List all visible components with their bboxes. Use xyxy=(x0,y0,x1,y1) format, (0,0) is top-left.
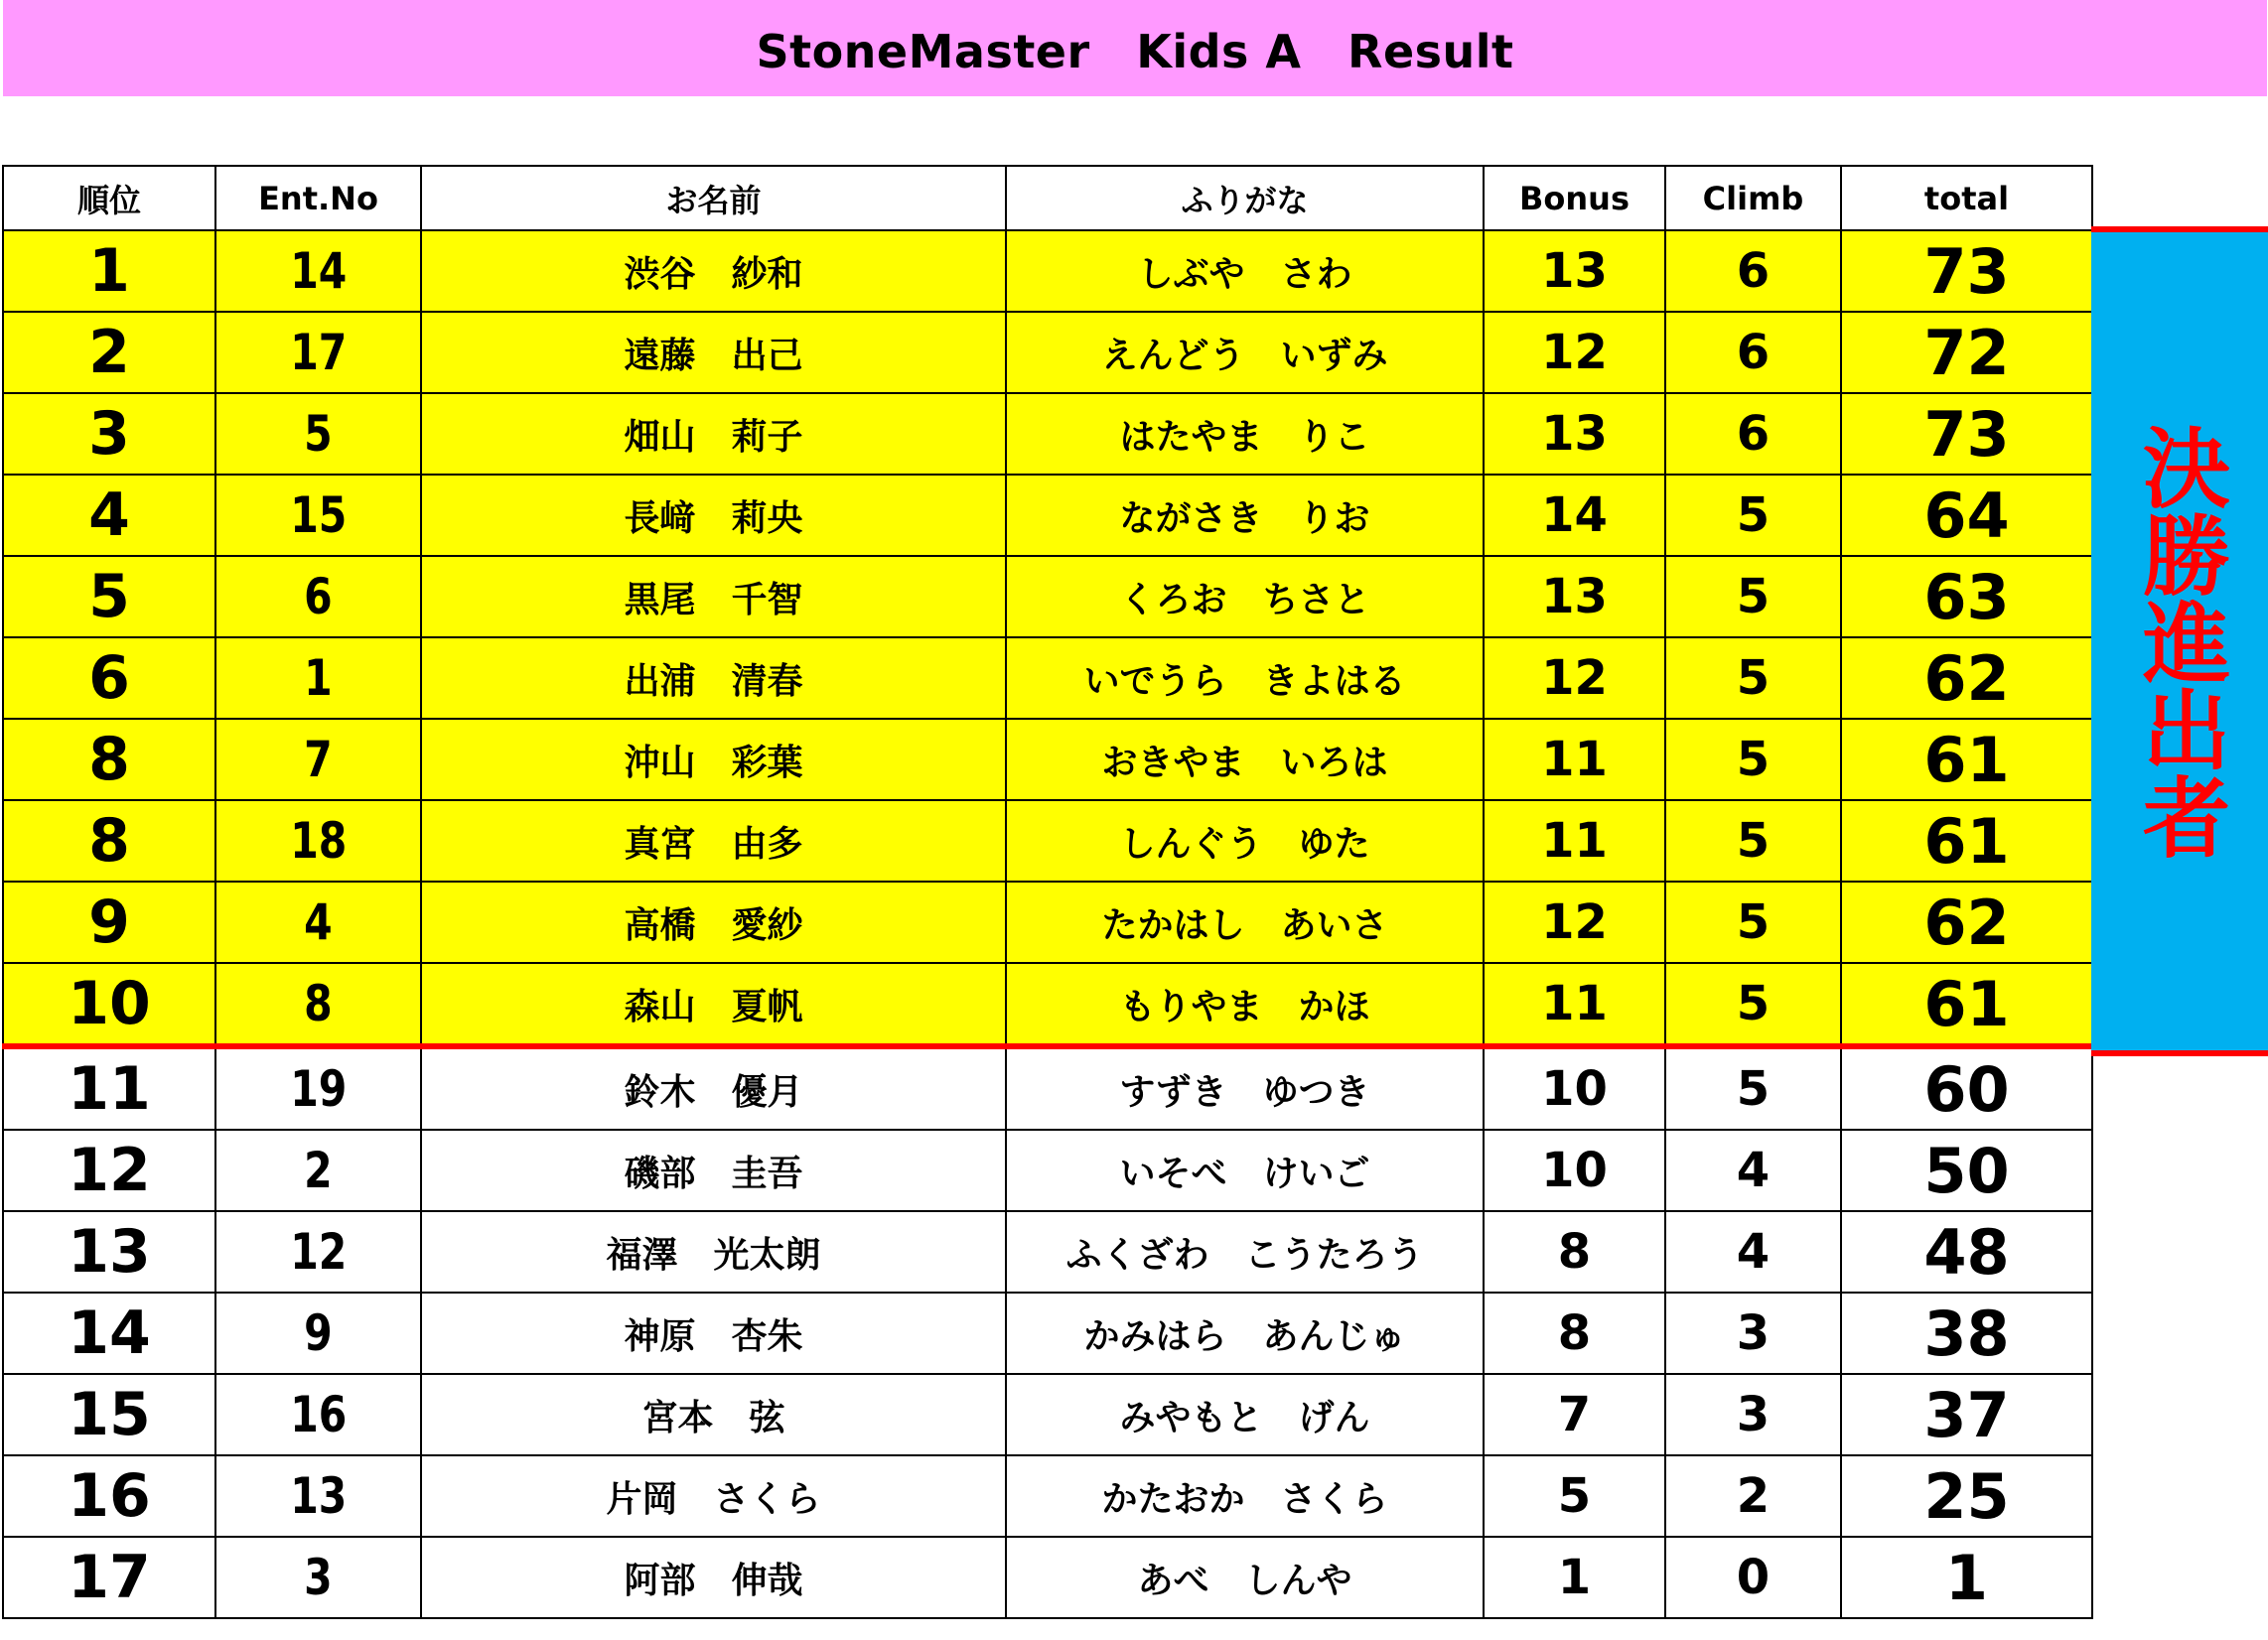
cell-bonus-value: 12 xyxy=(1541,650,1608,706)
cell-bonus-value: 1 xyxy=(1557,1550,1592,1605)
cell-furigana xyxy=(1006,1537,1484,1618)
cell-bonus xyxy=(1484,800,1665,882)
cell-bonus-value: 13 xyxy=(1541,406,1608,462)
cell-furigana xyxy=(1006,393,1484,475)
table-row xyxy=(3,800,2092,882)
cell-bonus-value: 7 xyxy=(1557,1387,1592,1442)
cell-climb-value: 5 xyxy=(1736,976,1771,1031)
cell-climb xyxy=(1665,556,1841,637)
table-row xyxy=(3,719,2092,800)
cell-climb-value: 2 xyxy=(1736,1468,1771,1524)
cell-ent-no xyxy=(215,1293,421,1374)
cell-rank-value: 3 xyxy=(88,399,130,469)
cell-climb xyxy=(1665,800,1841,882)
cell-name-value: 高橋 愛紗 xyxy=(624,904,803,946)
cell-total xyxy=(1841,230,2092,312)
header-furigana: ふりがな xyxy=(1006,166,1484,230)
cell-ent-no-value: 1 xyxy=(304,649,333,707)
cell-total xyxy=(1841,556,2092,637)
cell-name xyxy=(421,1374,1006,1455)
cell-total-value: 73 xyxy=(1923,397,2010,471)
cell-total xyxy=(1841,1130,2092,1211)
cell-name xyxy=(421,882,1006,963)
cell-name-value: 渋谷 紗和 xyxy=(624,253,803,295)
cell-furigana xyxy=(1006,1211,1484,1293)
cell-bonus-value: 11 xyxy=(1541,813,1608,869)
cell-rank xyxy=(3,312,215,393)
cell-name-value: 福澤 光太朗 xyxy=(606,1234,821,1276)
cell-total-value: 38 xyxy=(1923,1297,2010,1370)
cell-total xyxy=(1841,1455,2092,1537)
cell-name-value: 黒尾 千智 xyxy=(624,579,803,620)
cell-climb-value: 5 xyxy=(1736,650,1771,706)
cell-total xyxy=(1841,882,2092,963)
cell-ent-no-value: 13 xyxy=(289,1467,348,1525)
cell-furigana xyxy=(1006,475,1484,556)
cell-furigana xyxy=(1006,556,1484,637)
cell-name-value: 宮本 弦 xyxy=(641,1397,785,1438)
cell-name-value: 片岡 さくら xyxy=(606,1478,821,1520)
cell-climb-value: 4 xyxy=(1736,1143,1771,1198)
cell-furigana xyxy=(1006,1374,1484,1455)
table-row xyxy=(3,1293,2092,1374)
cell-ent-no-value: 2 xyxy=(304,1142,333,1199)
table-row xyxy=(3,1046,2092,1130)
cell-name-value: 沖山 彩葉 xyxy=(624,742,803,783)
cell-total-value: 61 xyxy=(1923,804,2010,878)
cell-furigana-value: すずき ゆつき xyxy=(1119,1071,1370,1113)
cell-bonus xyxy=(1484,1046,1665,1130)
cell-bonus xyxy=(1484,1537,1665,1618)
cell-rank-value: 10 xyxy=(68,969,151,1038)
cell-furigana xyxy=(1006,1455,1484,1537)
cell-ent-no-value: 12 xyxy=(289,1223,348,1281)
table-row xyxy=(3,393,2092,475)
header-bonus: Bonus xyxy=(1484,166,1665,230)
cell-name xyxy=(421,1455,1006,1537)
cell-rank-value: 2 xyxy=(88,318,130,387)
cell-name xyxy=(421,393,1006,475)
cell-ent-no xyxy=(215,1374,421,1455)
cell-rank-value: 1 xyxy=(88,236,130,306)
cell-total xyxy=(1841,1374,2092,1455)
cell-rank xyxy=(3,719,215,800)
cell-furigana-value: もりやま かほ xyxy=(1119,986,1370,1027)
cell-name-value: 畑山 莉子 xyxy=(624,416,803,458)
table-row xyxy=(3,637,2092,719)
cell-rank xyxy=(3,1130,215,1211)
cell-bonus xyxy=(1484,475,1665,556)
cell-ent-no xyxy=(215,637,421,719)
cell-name xyxy=(421,312,1006,393)
cell-bonus xyxy=(1484,882,1665,963)
cell-name xyxy=(421,1046,1006,1130)
cell-bonus xyxy=(1484,1130,1665,1211)
cell-climb xyxy=(1665,1455,1841,1537)
cell-name-value: 長﨑 莉央 xyxy=(624,497,803,539)
cell-rank-value: 8 xyxy=(88,725,130,794)
cell-climb xyxy=(1665,1537,1841,1618)
cell-climb-value: 3 xyxy=(1736,1387,1771,1442)
cell-name xyxy=(421,1211,1006,1293)
cell-rank xyxy=(3,230,215,312)
cell-total-value: 64 xyxy=(1923,478,2010,552)
cell-rank xyxy=(3,1046,215,1130)
cell-bonus-value: 14 xyxy=(1541,487,1608,543)
cell-climb-value: 6 xyxy=(1736,406,1771,462)
cell-total-value: 25 xyxy=(1923,1459,2010,1533)
table-row xyxy=(3,475,2092,556)
cell-furigana xyxy=(1006,719,1484,800)
cell-bonus-value: 10 xyxy=(1541,1061,1608,1117)
header-name: お名前 xyxy=(421,166,1006,230)
cell-bonus xyxy=(1484,312,1665,393)
cell-ent-no xyxy=(215,882,421,963)
cell-climb-value: 5 xyxy=(1736,894,1771,950)
cell-bonus-value: 8 xyxy=(1557,1224,1592,1280)
cell-climb-value: 5 xyxy=(1736,569,1771,624)
cell-name-value: 出浦 清春 xyxy=(624,660,803,702)
cell-climb xyxy=(1665,230,1841,312)
cell-rank-value: 11 xyxy=(68,1054,151,1124)
cell-ent-no xyxy=(215,1455,421,1537)
cell-ent-no-value: 5 xyxy=(304,405,333,463)
table-row xyxy=(3,312,2092,393)
cell-rank-value: 13 xyxy=(68,1217,151,1287)
cell-ent-no xyxy=(215,1537,421,1618)
cell-climb-value: 5 xyxy=(1736,813,1771,869)
results-body xyxy=(3,230,2092,1618)
cell-bonus-value: 11 xyxy=(1541,732,1608,787)
cell-bonus-value: 12 xyxy=(1541,894,1608,950)
cell-rank xyxy=(3,1374,215,1455)
cell-total xyxy=(1841,1293,2092,1374)
cell-ent-no xyxy=(215,393,421,475)
cell-total-value: 63 xyxy=(1923,560,2010,633)
cell-ent-no-value: 6 xyxy=(304,568,333,625)
cell-bonus-value: 13 xyxy=(1541,569,1608,624)
title-bar xyxy=(3,0,2267,96)
header-ent-no: Ent.No xyxy=(215,166,421,230)
cell-rank-value: 8 xyxy=(88,806,130,876)
cell-ent-no xyxy=(215,312,421,393)
cell-total-value: 73 xyxy=(1923,234,2010,308)
cell-name xyxy=(421,475,1006,556)
cell-total xyxy=(1841,1046,2092,1130)
cell-total-value: 61 xyxy=(1923,723,2010,796)
cell-rank-value: 16 xyxy=(68,1461,151,1531)
cell-rank xyxy=(3,637,215,719)
table-row xyxy=(3,1211,2092,1293)
cell-ent-no xyxy=(215,1130,421,1211)
cell-furigana-value: しんぐう ゆた xyxy=(1119,823,1370,865)
table-row xyxy=(3,882,2092,963)
cell-climb xyxy=(1665,475,1841,556)
cell-furigana xyxy=(1006,882,1484,963)
cell-name xyxy=(421,1130,1006,1211)
cell-rank xyxy=(3,1537,215,1618)
cell-name xyxy=(421,556,1006,637)
page-title: StoneMaster Kids A Result xyxy=(756,24,1514,78)
cell-total xyxy=(1841,1211,2092,1293)
cell-rank-value: 4 xyxy=(88,480,130,550)
cell-rank-value: 14 xyxy=(68,1298,151,1368)
cell-ent-no-value: 15 xyxy=(289,486,348,544)
cell-ent-no-value: 3 xyxy=(304,1549,333,1606)
cell-ent-no-value: 9 xyxy=(304,1304,333,1362)
cell-bonus xyxy=(1484,1455,1665,1537)
cell-name xyxy=(421,719,1006,800)
cell-name-value: 阿部 伸哉 xyxy=(624,1560,803,1601)
table-row xyxy=(3,1455,2092,1537)
cell-climb xyxy=(1665,1046,1841,1130)
cell-rank-value: 17 xyxy=(68,1543,151,1612)
cell-rank xyxy=(3,556,215,637)
cell-bonus xyxy=(1484,719,1665,800)
table-row xyxy=(3,556,2092,637)
cell-total xyxy=(1841,1537,2092,1618)
cell-name xyxy=(421,800,1006,882)
cell-name xyxy=(421,1293,1006,1374)
finalist-box xyxy=(2091,226,2268,1056)
cell-climb xyxy=(1665,637,1841,719)
cell-bonus xyxy=(1484,1211,1665,1293)
cell-total xyxy=(1841,800,2092,882)
cell-total-value: 48 xyxy=(1923,1215,2010,1289)
cell-bonus-value: 5 xyxy=(1557,1468,1592,1524)
cell-climb xyxy=(1665,1293,1841,1374)
cell-climb xyxy=(1665,882,1841,963)
cell-total xyxy=(1841,719,2092,800)
table-row xyxy=(3,1537,2092,1618)
results-table xyxy=(2,165,2093,1619)
cell-bonus xyxy=(1484,1374,1665,1455)
cell-total xyxy=(1841,475,2092,556)
cell-total xyxy=(1841,393,2092,475)
cell-total-value: 37 xyxy=(1923,1378,2010,1451)
cell-total-value: 1 xyxy=(1944,1541,1989,1614)
cell-furigana-value: ふくざわ こうたろう xyxy=(1065,1234,1424,1276)
cell-ent-no-value: 7 xyxy=(304,731,333,788)
cell-bonus-value: 12 xyxy=(1541,325,1608,380)
cell-furigana-value: みやもと げん xyxy=(1119,1397,1370,1438)
cell-furigana-value: えんどう いずみ xyxy=(1101,335,1388,376)
cell-climb-value: 4 xyxy=(1736,1224,1771,1280)
cell-total xyxy=(1841,963,2092,1046)
cell-furigana-value: かみはら あんじゅ xyxy=(1083,1315,1406,1357)
cell-furigana xyxy=(1006,230,1484,312)
cell-rank xyxy=(3,963,215,1046)
cell-name-value: 真宮 由多 xyxy=(624,823,803,865)
cell-ent-no-value: 8 xyxy=(304,975,333,1032)
cell-name xyxy=(421,230,1006,312)
cell-rank xyxy=(3,1455,215,1537)
cell-climb-value: 5 xyxy=(1736,1061,1771,1117)
cell-climb-value: 6 xyxy=(1736,325,1771,380)
cell-ent-no-value: 18 xyxy=(289,812,348,870)
cell-climb xyxy=(1665,393,1841,475)
cell-name xyxy=(421,1537,1006,1618)
cell-ent-no-value: 17 xyxy=(289,324,348,381)
cell-bonus xyxy=(1484,556,1665,637)
cell-ent-no xyxy=(215,1046,421,1130)
cell-name xyxy=(421,637,1006,719)
cell-total-value: 60 xyxy=(1923,1052,2010,1126)
cell-rank xyxy=(3,882,215,963)
cell-name-value: 鈴木 優月 xyxy=(624,1071,803,1113)
cell-name xyxy=(421,963,1006,1046)
cell-bonus-value: 13 xyxy=(1541,243,1608,299)
cell-climb xyxy=(1665,963,1841,1046)
table-row xyxy=(3,1374,2092,1455)
cell-furigana-value: たかはし あいさ xyxy=(1101,904,1388,946)
cell-furigana-value: いでうら きよはる xyxy=(1083,660,1406,702)
cell-furigana-value: いそべ けいご xyxy=(1119,1153,1370,1194)
table-header-row xyxy=(3,166,2092,230)
cell-name-value: 森山 夏帆 xyxy=(624,986,803,1027)
cell-climb xyxy=(1665,1130,1841,1211)
cell-rank-value: 5 xyxy=(88,562,130,631)
cell-climb xyxy=(1665,719,1841,800)
cell-ent-no xyxy=(215,230,421,312)
cell-bonus xyxy=(1484,393,1665,475)
cell-bonus-value: 10 xyxy=(1541,1143,1608,1198)
cell-bonus xyxy=(1484,230,1665,312)
cell-total-value: 62 xyxy=(1923,886,2010,959)
cell-ent-no xyxy=(215,963,421,1046)
cell-climb-value: 3 xyxy=(1736,1305,1771,1361)
cell-furigana-value: しぶや さわ xyxy=(1137,253,1352,295)
cell-rank xyxy=(3,393,215,475)
cell-ent-no-value: 16 xyxy=(289,1386,348,1443)
cell-name-value: 神原 杏朱 xyxy=(624,1315,803,1357)
cell-climb xyxy=(1665,1211,1841,1293)
cell-rank xyxy=(3,800,215,882)
table-row xyxy=(3,1130,2092,1211)
cell-rank-value: 9 xyxy=(88,888,130,957)
cell-bonus xyxy=(1484,637,1665,719)
cell-ent-no-value: 19 xyxy=(289,1060,348,1118)
cell-ent-no xyxy=(215,800,421,882)
cell-climb xyxy=(1665,312,1841,393)
table-row xyxy=(3,230,2092,312)
cell-furigana xyxy=(1006,963,1484,1046)
cell-bonus xyxy=(1484,1293,1665,1374)
cell-climb xyxy=(1665,1374,1841,1455)
cell-climb-value: 5 xyxy=(1736,732,1771,787)
cell-bonus xyxy=(1484,963,1665,1046)
cell-bonus-value: 11 xyxy=(1541,976,1608,1031)
cell-furigana-value: くろお ちさと xyxy=(1119,579,1370,620)
cell-ent-no-value: 14 xyxy=(289,242,348,300)
cell-name-value: 磯部 圭吾 xyxy=(624,1153,803,1194)
cell-bonus-value: 8 xyxy=(1557,1305,1592,1361)
cell-climb-value: 0 xyxy=(1736,1550,1771,1605)
table-row xyxy=(3,963,2092,1046)
cell-furigana-value: おきやま いろは xyxy=(1101,742,1388,783)
cell-furigana-value: はたやま りこ xyxy=(1119,416,1370,458)
cell-furigana xyxy=(1006,1130,1484,1211)
cell-total-value: 62 xyxy=(1923,641,2010,715)
header-total: total xyxy=(1841,166,2092,230)
cell-furigana-value: かたおか さくら xyxy=(1101,1478,1388,1520)
finalist-label: 決勝進出者 xyxy=(2129,423,2231,860)
cell-ent-no xyxy=(215,475,421,556)
cell-total-value: 61 xyxy=(1923,967,2010,1040)
cell-ent-no xyxy=(215,556,421,637)
cell-ent-no xyxy=(215,1211,421,1293)
cell-furigana xyxy=(1006,637,1484,719)
cell-furigana-value: ながさき りお xyxy=(1119,497,1370,539)
cell-furigana xyxy=(1006,800,1484,882)
cell-rank xyxy=(3,1293,215,1374)
cell-rank-value: 12 xyxy=(68,1136,151,1205)
cell-furigana xyxy=(1006,312,1484,393)
cell-ent-no xyxy=(215,719,421,800)
cell-name-value: 遠藤 出己 xyxy=(624,335,803,376)
cell-climb-value: 5 xyxy=(1736,487,1771,543)
cell-total xyxy=(1841,637,2092,719)
cell-furigana-value: あべ しんや xyxy=(1137,1560,1352,1601)
cell-ent-no-value: 4 xyxy=(304,893,333,951)
header-climb: Climb xyxy=(1665,166,1841,230)
cell-total-value: 50 xyxy=(1923,1134,2010,1207)
cell-total-value: 72 xyxy=(1923,316,2010,389)
cell-furigana xyxy=(1006,1293,1484,1374)
cell-total xyxy=(1841,312,2092,393)
cell-rank xyxy=(3,1211,215,1293)
cell-climb-value: 6 xyxy=(1736,243,1771,299)
cell-rank-value: 6 xyxy=(88,643,130,713)
header-rank: 順位 xyxy=(3,166,215,230)
cell-furigana xyxy=(1006,1046,1484,1130)
cell-rank-value: 15 xyxy=(68,1380,151,1449)
cell-rank xyxy=(3,475,215,556)
